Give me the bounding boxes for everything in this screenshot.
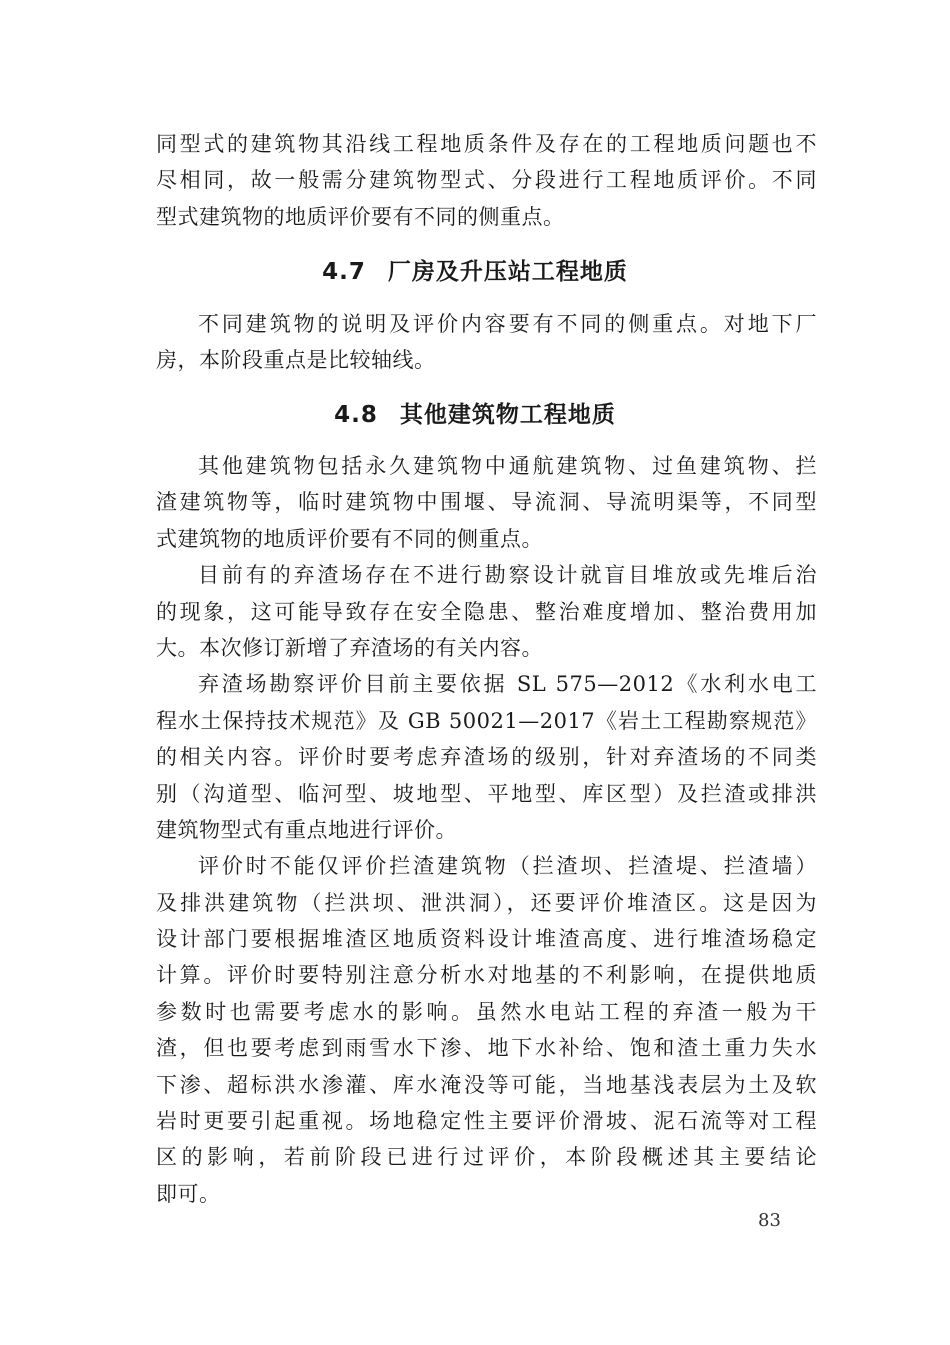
text-line: 岩时更要引起重视。场地稳定性主要评价滑坡、泥石流等对工程: [156, 1109, 817, 1134]
section-4-7-paragraph: [156, 306, 817, 379]
text-line: 即可。: [156, 1181, 221, 1206]
text-line: 设计部门要根据堆渣区地质资料设计堆渣高度、进行堆渣场稳定: [156, 927, 817, 952]
text-line: 的现象，这可能导致存在安全隐患、整治难度增加、整治费用加: [156, 599, 817, 624]
text-line: 渣，但也要考虑到雨雪水下渗、地下水补给、饱和渣土重力失水: [156, 1036, 817, 1061]
text-line: 建筑物型式有重点地进行评价。: [156, 817, 457, 842]
page-number: 83: [758, 1210, 781, 1231]
section-number: 4.8: [334, 402, 378, 428]
text-line: 别（沟道型、临河型、坡地型、平地型、库区型）及拦渣或排洪: [156, 781, 817, 806]
text-line: 大。本次修订新增了弃渣场的有关内容。: [156, 635, 543, 660]
text-line: 式建筑物的地质评价要有不同的侧重点。: [156, 526, 543, 551]
text-line: 的相关内容。评价时要考虑弃渣场的级别，针对弃渣场的不同类: [156, 745, 817, 770]
text-line: 尽相同，故一般需分建筑物型式、分段进行工程地质评价。不同: [156, 168, 817, 193]
section-number: 4.7: [322, 259, 366, 285]
text-line: 型式建筑物的地质评价要有不同的侧重点。: [156, 204, 565, 229]
section-4-8-body: [156, 448, 817, 1212]
text-line: 目前有的弃渣场存在不进行勘察设计就盲目堆放或先堆后治: [198, 563, 817, 588]
text-line: 区的影响，若前阶段已进行过评价，本阶段概述其主要结论: [156, 1145, 817, 1170]
text-line: 程水土保持技术规范》及 GB 50021—2017《岩土工程勘察规范》: [156, 708, 817, 733]
section-title: 厂房及升压站工程地质: [387, 259, 628, 285]
text-line: 计算。评价时要特别注意分析水对地基的不利影响，在提供地质: [156, 963, 817, 988]
text-line: 渣建筑物等，临时建筑物中围堰、导流洞、导流明渠等，不同型: [156, 490, 817, 515]
section-title: 其他建筑物工程地质: [399, 402, 616, 428]
text-line: 及排洪建筑物（拦洪坝、泄洪洞），还要评价堆渣区。这是因为: [156, 890, 817, 915]
text-line: 其他建筑物包括永久建筑物中通航建筑物、过鱼建筑物、拦: [198, 454, 817, 478]
text-line: 不同建筑物的说明及评价内容要有不同的侧重点。对地下厂: [198, 312, 817, 336]
section-heading-4-8: [0, 396, 950, 429]
text-line: 参数时也需要考虑水的影响。虽然水电站工程的弃渣一般为干: [156, 999, 817, 1024]
section-heading-4-7: [0, 253, 950, 286]
text-line: 评价时不能仅评价拦渣建筑物（拦渣坝、拦渣堤、拦渣墙）: [198, 854, 817, 879]
text-line: 同型式的建筑物其沿线工程地质条件及存在的工程地质问题也不: [156, 132, 817, 156]
text-line: 弃渣场勘察评价目前主要依据 SL 575—2012《水利水电工: [198, 672, 817, 697]
intro-paragraph: [156, 126, 817, 235]
text-line: 下渗、超标洪水渗灌、库水淹没等可能，当地基浅表层为土及软: [156, 1072, 817, 1097]
text-line: 房，本阶段重点是比较轴线。: [156, 348, 436, 373]
